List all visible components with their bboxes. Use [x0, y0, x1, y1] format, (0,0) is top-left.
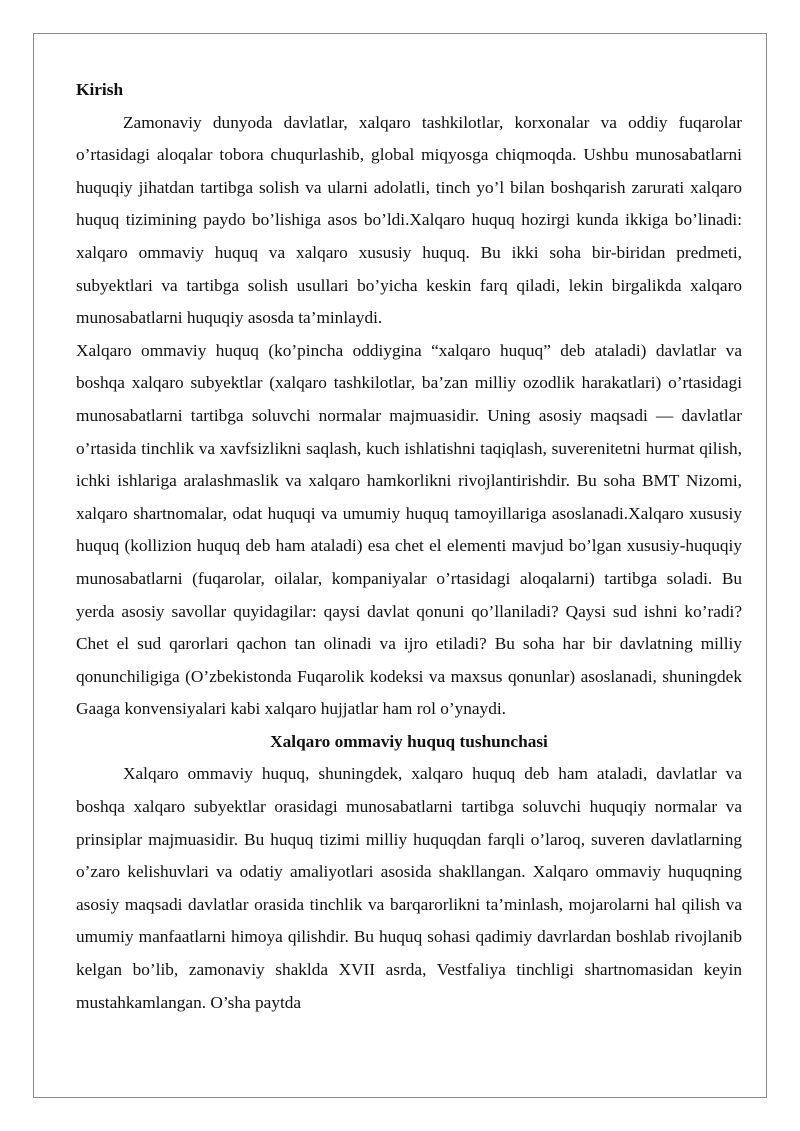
document-body — [76, 74, 742, 1019]
paragraph: Zamonaviy dunyoda davlatlar, xalqaro tashkilotlar, korxonalar va oddiy fuqarolar o’rtasidagi aloqalar tobora chuqurlashib, global miqyosga chiqmoqda. Ushbu munosabatlarni huquqiy jihatdan tartibga solish va ularni adolatli, tinch yo’l bilan boshqarish zarurati xalqaro huquq tizimining paydo bo’lishiga asos bo’ldi.Xalqaro huquq hozirgi kunda ikkiga bo’linadi: xalqaro ommaviy huquq va xalqaro xususiy huquq. Bu ikki soha bir-biridan predmeti, subyektlari va tartibga solish usullari bo’yicha keskin farq qiladi, lekin birgalikda xalqaro munosabatlarni huquqiy asosda ta’minlaydi. — [76, 112, 742, 328]
intro-heading: Kirish — [76, 80, 124, 99]
paragraph: Xalqaro ommaviy huquq, shuningdek, xalqaro huquq deb ham ataladi, davlatlar va boshqa xalqaro subyektlar orasidagi munosabatlarni tartibga soluvchi huquqiy normalar va prinsiplar majmuasidir. Bu huquq tizimi milliy huquqdan farqli o’laroq, suveren davlatlarning o’zaro kelishuvlari va odatiy amaliyotlari asosida shakllangan. Xalqaro ommaviy huquqning asosiy maqsadi davlatlar orasida tinchlik va barqarorlikni ta’minlash, mojarolarni hal qilish va umumiy manfaatlarni himoya qilishdir. Bu huquq sohasi qadimiy davrlardan boshlab rivojlanib kelgan bo’lib, zamonaviy shaklda XVII asrda, Vestfaliya tinchligi shartnomasidan keyin mustahkamlangan. O’sha paytda — [76, 764, 742, 1012]
paragraph: Xalqaro ommaviy huquq (ko’pincha oddiygina “xalqaro huquq” deb ataladi) davlatlar va boshqa xalqaro subyektlar (xalqaro tashkilotlar, ba’zan milliy ozodlik harakatlari) o’rtasidagi munosabatlarni tartibga soluvchi normalar majmuasidir. Uning asosiy maqsadi — davlatlar o’rtasida tinchlik va xavfsizlikni saqlash, kuch ishlatishni taqiqlash, suverenitetni hurmat qilish, ichki ishlariga aralashmaslik va xalqaro hamkorlikni rivojlantirishdir. Bu soha BMT Nizomi, xalqaro shartnomalar, odat huquqi va umumiy huquq tamoyillariga asoslanadi.Xalqaro xususiy huquq (kollizion huquq deb ham ataladi) esa chet el elementi mavjud bo’lgan xususiy-huquqiy munosabatlarni (fuqarolar, oilalar, kompaniyalar o’rtasidagi aloqalarni) tartibga soladi. Bu yerda asosiy savollar quyidagilar: qaysi davlat qonuni qo’llaniladi? Qaysi sud ishni ko’radi? Chet el sud qarorlari qachon tan olinadi va ijro etiladi? Bu soha har bir davlatning milliy qonunchiligiga (O’zbekistonda Fuqarolik kodeksi va maxsus qonunlar) asoslanadi, shuningdek Gaaga konvensiyalari kabi xalqaro hujjatlar ham rol o’ynaydi. — [76, 340, 742, 719]
section-heading: Xalqaro ommaviy huquq tushunchasi — [270, 731, 548, 751]
